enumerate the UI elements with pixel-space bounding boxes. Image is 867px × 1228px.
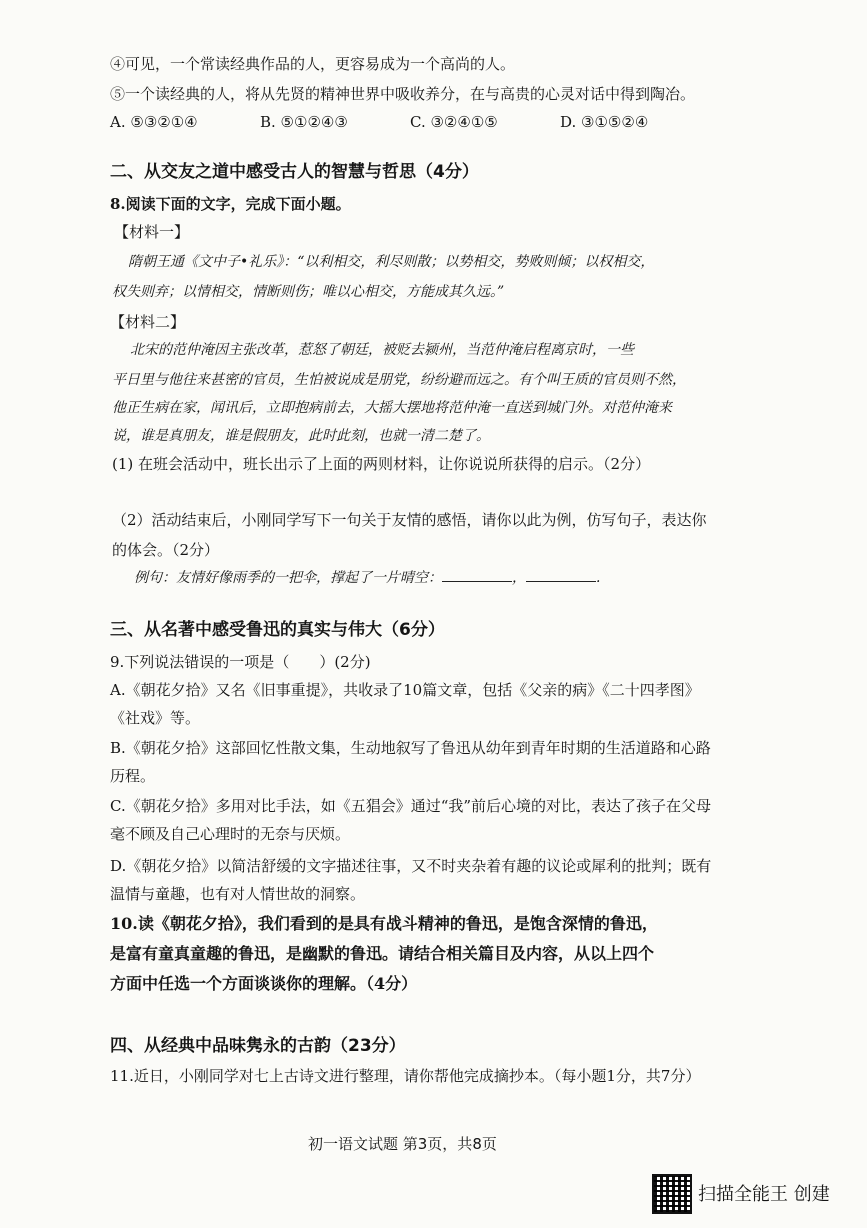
- option-a: A. ⑤③②①④: [110, 113, 198, 131]
- material2-line-1: 北宋的范仲淹因主张改革，惹怒了朝廷，被贬去颍州，当范仲淹启程离京时，一些: [130, 342, 634, 358]
- q9-line-1: A.《朝花夕拾》又名《旧事重提》，共收录了10篇文章，包括《父亲的病》《二十四孝图》: [110, 681, 700, 699]
- q9-prompt: 9.下列说法错误的一项是（ ）(2分): [110, 653, 371, 671]
- q10-line-1: 10.读《朝花夕拾》，我们看到的是具有战斗精神的鲁迅，是饱含深情的鲁迅，: [110, 914, 658, 933]
- material1-label: 【材料一】: [114, 223, 190, 241]
- example-line: 例句：友情好像雨季的一把伞，撑起了一片晴空： ， .: [134, 570, 601, 586]
- top-line-5: ⑤一个读经典的人，将从先贤的精神世界中吸收养分，在与高贵的心灵对话中得到陶冶。: [110, 85, 696, 103]
- material1-line-1: 隋朝王通《文中子•礼乐》：“以利相交，利尽则散；以势相交，势败则倾；以权相交，: [128, 254, 655, 270]
- section4-heading: 四、从经典中品味隽永的古韵（23分）: [110, 1036, 406, 1056]
- section3-heading: 三、从名著中感受鲁迅的真实与伟大（6分）: [110, 620, 445, 640]
- section2-heading: 二、从交友之道中感受古人的智慧与哲思（4分）: [110, 162, 479, 182]
- material2-line-2: 平日里与他往来甚密的官员，生怕被说成是朋党，纷纷避而远之。有个叫王质的官员则不然，: [112, 372, 686, 388]
- q8-2-line-1: （2）活动结束后，小刚同学写下一句关于友情的感悟，请你以此为例，仿写句子，表达你: [112, 511, 707, 529]
- option-b: B. ⑤①②④③: [260, 113, 348, 131]
- option-c: C. ③②④①⑤: [410, 113, 498, 131]
- q9-line-3: B.《朝花夕拾》这部回忆性散文集，生动地叙写了鲁迅从幼年到青年时期的生活道路和心路: [110, 739, 711, 757]
- material2-label: 【材料二】: [110, 313, 186, 331]
- qr-code-icon: [652, 1174, 692, 1214]
- q9-line-7: D.《朝花夕拾》以简洁舒缓的文字描述往事，又不时夹杂着有趣的议论或犀利的批判；既有: [110, 857, 712, 875]
- q9-line-2: 《社戏》等。: [110, 709, 201, 727]
- q8-1: (1) 在班会活动中，班长出示了上面的两则材料，让你说说所获得的启示。（2分）: [112, 455, 651, 473]
- q9-line-6: 毫不顾及自己心理时的无奈与厌烦。: [110, 825, 351, 843]
- material2-line-4: 说，谁是真朋友，谁是假朋友，此时此刻，也就一清二楚了。: [112, 428, 490, 444]
- q11-prompt: 11.近日，小刚同学对七上古诗文进行整理，请你帮他完成摘抄本。（每小题1分，共7分）: [110, 1067, 701, 1085]
- q9-line-4: 历程。: [110, 767, 156, 785]
- q8-prompt: 8.阅读下面的文字，完成下面小题。: [110, 195, 351, 213]
- scanner-watermark: 扫描全能王 创建: [698, 1184, 830, 1205]
- example-text: 例句：友情好像雨季的一把伞，撑起了一片晴空：: [134, 570, 442, 586]
- options-row: [110, 112, 710, 132]
- top-line-4: ④可见，一个常读经典作品的人，更容易成为一个高尚的人。: [110, 55, 516, 73]
- answer-blank-1: [442, 569, 512, 582]
- q8-2-line-2: 的体会。（2分）: [112, 541, 220, 559]
- q10-line-3: 方面中任选一个方面谈谈你的理解。（4分）: [110, 974, 418, 993]
- q10-line-2: 是富有童真童趣的鲁迅，是幽默的鲁迅。请结合相关篇目及内容，从以上四个: [110, 944, 655, 963]
- q9-line-8: 温情与童趣，也有对人情世故的洞察。: [110, 885, 366, 903]
- page-footer: 初一语文试题 第3页，共8页: [308, 1135, 497, 1153]
- q9-line-5: C.《朝花夕拾》多用对比手法，如《五猖会》通过“我”前后心境的对比，表达了孩子在父母: [110, 797, 712, 815]
- answer-blank-2: [526, 569, 596, 582]
- material2-line-3: 他正生病在家，闻讯后，立即抱病前去，大摇大摆地将范仲淹一直送到城门外。对范仲淹来: [112, 400, 672, 416]
- material1-line-2: 权失则弃；以情相交，情断则伤；唯以心相交，方能成其久远。”: [112, 284, 505, 300]
- option-d: D. ③①⑤②④: [560, 113, 649, 131]
